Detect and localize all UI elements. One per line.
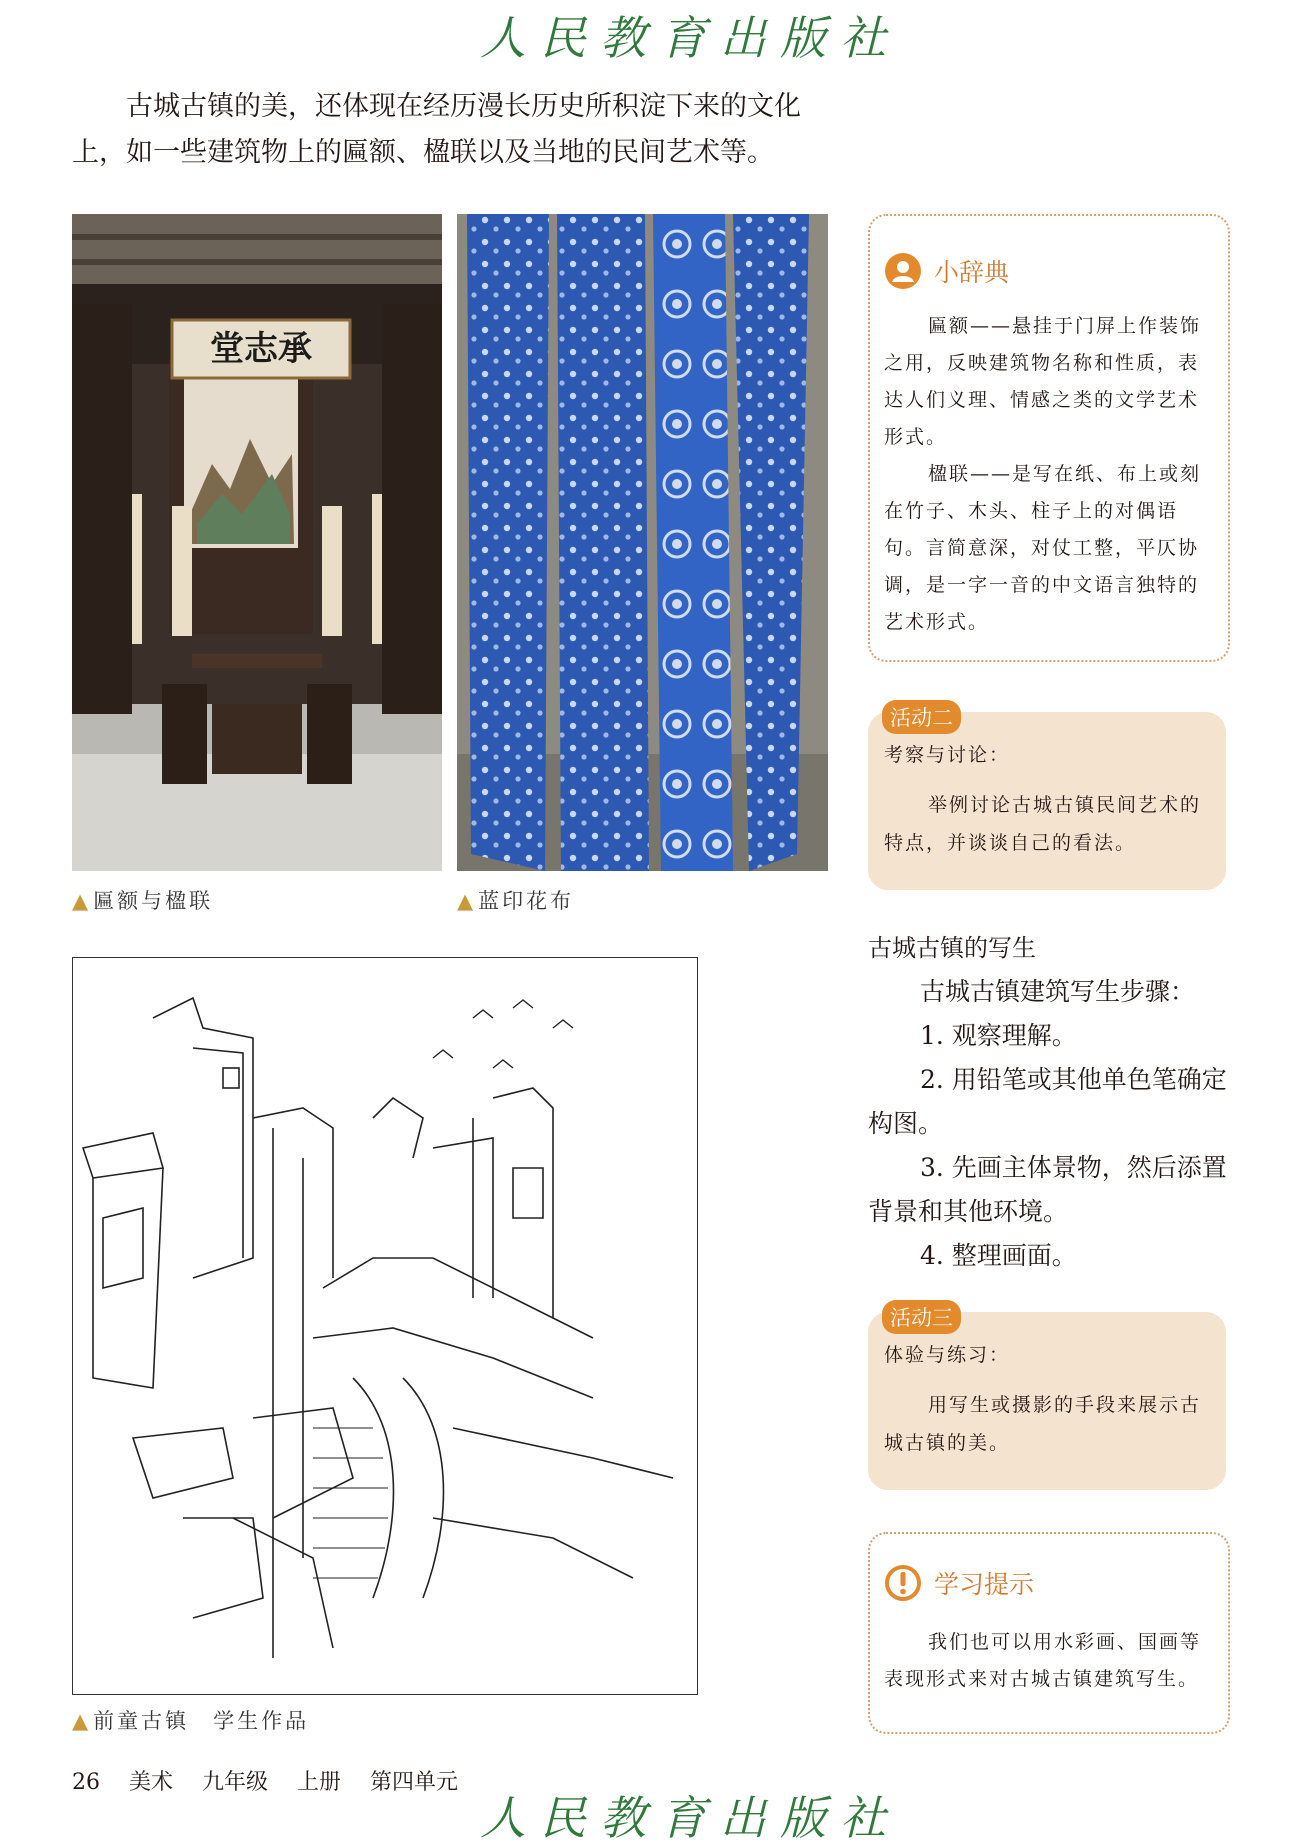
street-sketch-drawing [73,958,697,1694]
blue-cloth-photo [457,214,828,871]
step-3: 3. 先画主体景物，然后添置背景和其他环境。 [868,1153,1227,1226]
cloth-caption: ▲蓝印花布 [457,889,575,913]
footer-volume: 上册 [297,1770,342,1795]
activity-two-subtitle: 考察与讨论： [884,744,1011,766]
steps-intro: 古城古镇建筑写生步骤： [920,977,1196,1006]
plaque-text: 堂志承 [210,329,312,369]
dictionary-box [868,214,1230,662]
caption-triangle-icon: ▲ [72,1709,92,1733]
dictionary-title: 小辞典 [934,258,1010,287]
caption-triangle-icon: ▲ [72,889,92,913]
sketch-steps [868,970,1238,1278]
footer-grade: 九年级 [202,1770,269,1795]
dictionary-body [884,308,1216,641]
tip-header [884,1564,1034,1602]
activity-three-box [868,1306,1226,1490]
person-icon [884,252,922,290]
cloth-illustration [457,214,828,871]
footer-unit: 第四单元 [370,1770,459,1795]
publisher-logo-top: 人民教育出版社 [480,11,900,65]
publisher-logo-bottom: 人民教育出版社 [480,1791,900,1845]
step-1: 1. 观察理解。 [920,1021,1077,1050]
activity-three-subtitle: 体验与练习： [884,1344,1011,1366]
activity-two-box [868,706,1226,890]
activity-three-tag: 活动三 [882,1300,961,1334]
exclamation-icon [884,1564,922,1602]
learning-tip-box [868,1532,1230,1734]
footer-subject: 美术 [129,1770,174,1795]
caption-triangle-icon: ▲ [457,889,477,913]
activity-three-body: 用写生或摄影的手段来展示古城古镇的美。 [884,1394,1202,1454]
step-2: 2. 用铅笔或其他单色笔确定构图。 [868,1065,1227,1138]
dictionary-paragraph-plaque: 匾额——悬挂于门屏上作装饰之用，反映建筑物名称和性质，表达人们义理、情感之类的文学艺术形式。 [884,315,1202,448]
activity-two-tag: 活动二 [882,700,961,734]
dictionary-header [884,252,1009,290]
student-sketch [72,957,698,1695]
sketch-section-title: 古城古镇的写生 [868,934,1036,962]
intro-paragraph: 古城古镇的美，还体现在经历漫长历史所积淀下来的文化上，如一些建筑物上的匾额、楹联以及当地的民间艺术等。 [72,91,801,168]
page-number: 26 [72,1770,100,1795]
tip-title: 学习提示 [934,1570,1035,1599]
activity-two-body: 举例讨论古城古镇民间艺术的特点，并谈谈自己的看法。 [884,794,1202,854]
plaque-couplet-photo [72,214,442,871]
sketch-caption: ▲前童古镇 学生作品 [72,1709,310,1733]
page-footer [72,1765,480,1796]
hall-illustration [72,214,442,871]
plaque-caption: ▲匾额与楹联 [72,889,214,913]
tip-body: 我们也可以用水彩画、国画等表现形式来对古城古镇建筑写生。 [884,1631,1202,1690]
step-4: 4. 整理画面。 [920,1241,1077,1270]
intro-text [72,84,832,176]
dictionary-paragraph-couplet: 楹联——是写在纸、布上或刻在竹子、木头、柱子上的对偶语句。言简意深，对仗工整，平仄协调，是一字一音的中文语言独特的艺术形式。 [884,463,1202,633]
